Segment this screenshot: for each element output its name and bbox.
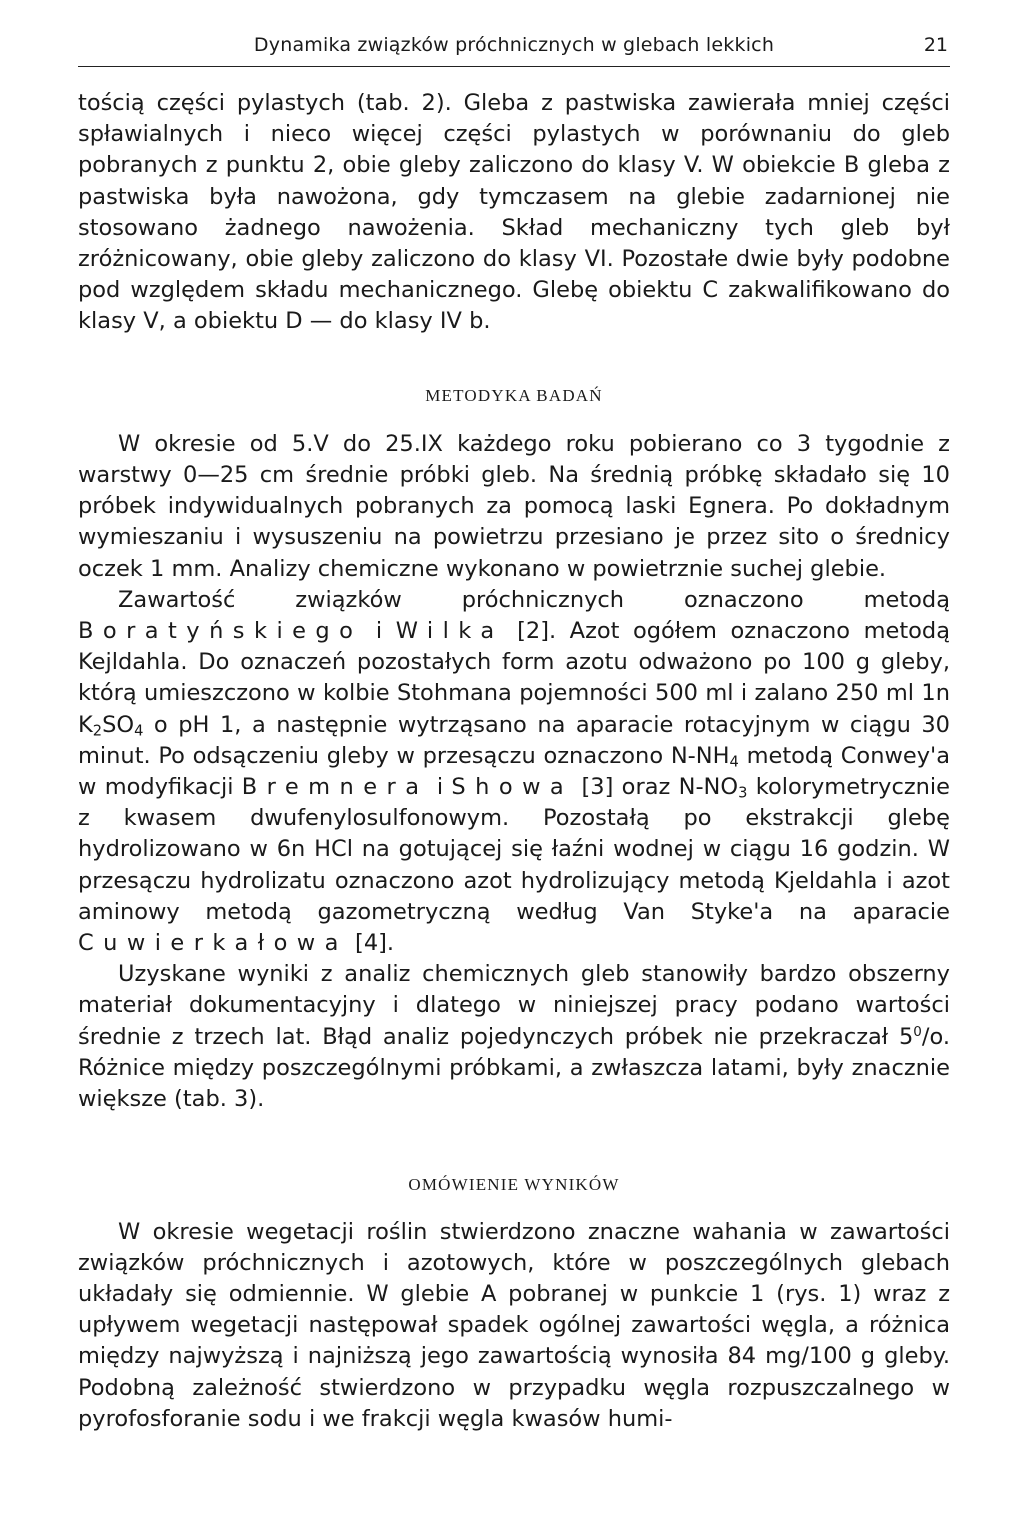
page-number: 21: [923, 34, 948, 56]
text-run: [2]. Azot ogółem oznaczono metodą Kejldahla. Do oznaczeń pozostałych form azotu odważono po 100 g gleby, którą umieszczono w kolbie Stohmana pojemności 500 ml i zalano 250 ml 1n K: [78, 618, 951, 738]
author-name: Boratyńskiego: [78, 618, 363, 645]
author-name: Bremnera: [241, 774, 429, 801]
running-head: [78, 26, 950, 67]
text-run: i: [362, 618, 396, 645]
text-run: metodą Conwey'a w modyfikacji: [78, 742, 950, 801]
subscript: 4: [134, 722, 144, 740]
text-run: Uzyskane wyniki z analiz chemicznych gleb stanowiły bardzo obszerny materiał dokumentacyjny i dlatego w niniejszej pracy podano wartości średnie z trzech lat. Błąd analiz pojedynczych próbek nie przekraczał 5: [78, 961, 950, 1050]
text-run: Zawartość związków próchnicznych oznaczono metodą: [118, 586, 950, 613]
body-text: [78, 88, 950, 1435]
running-title: Dynamika związków próchnicznych w glebach lekkich: [253, 34, 775, 56]
paragraph-continued: tością części pylastych (tab. 2). Gleba z pastwiska zawierała mniej części spławialnych i nieco więcej części pylastych w porównaniu do gleb pobranych z punktu 2, obie gleby zaliczono do klasy V. W obiekcie B gleba z pastwiska była nawożona, gdy tymczasem na glebie zadarnionej nie stosowano żadnego nawożenia. Skład mechaniczny tych gleb był zróżnicowany, obie gleby zaliczono do klasy VI. Pozostałe dwie były podobne pod względem składu mechanicznego. Glebę obiektu C zakwalifikowano do klasy V, a obiektu D — do klasy IV b.: [78, 90, 950, 335]
section-heading-methodology: METODYKA BADAŃ: [425, 385, 603, 405]
text-run: kolorymetrycznie z kwasem dwufenylosulfonowym. Pozostałą po ekstrakcji glebę hydrolizowano w 6n HCl na gotującej się łaźni wodnej w ciągu 16 godzin. W przesączu hydrolizatu oznaczono azot hydrolizujący metodą Kjeldahla i azot aminowy metodą gazometryczną według Van Styke'a na aparacie: [78, 774, 950, 925]
subscript: 3: [738, 784, 748, 802]
author-name: Cuwierkałowa: [78, 930, 348, 957]
author-name: Showa: [451, 774, 574, 801]
paragraph-results-1: W okresie wegetacji roślin stwierdzono znaczne wahania w zawartości związków próchnicznych i azotowych, które w poszczególnych glebach układały się odmiennie. W glebie A pobranej w punkcie 1 (rys. 1) wraz z upływem wegetacji następował spadek ogólnej zawartości węgla, a różnica między najwyższą i najniższą jego zawartością wynosiła 84 mg/100 g gleby. Podobną zależność stwierdzono w przypadku węgla rozpuszczalnego w pyrofosforanie sodu i we frakcji węgla kwasów humi-: [78, 1218, 950, 1432]
text-run: [4].: [347, 930, 395, 957]
paragraph-methodology-3: [78, 959, 950, 1115]
paragraph-methodology-2: [78, 585, 950, 959]
text-run: o pH 1, a następnie wytrząsano na aparacie rotacyjnym w ciągu 30 minut. Po odsączeniu gleby w przesączu oznaczono N-NH: [78, 711, 950, 769]
superscript: 0: [913, 1023, 922, 1040]
text-run: i: [428, 774, 452, 801]
text-run: /o. Różnice między poszczególnymi próbkami, a zwłaszcza latami, były znacznie większe (tab. 3).: [78, 1023, 950, 1113]
author-name: Wilka: [395, 618, 504, 645]
subscript: 4: [729, 753, 739, 771]
text-run: SO: [102, 711, 135, 738]
paragraph-methodology-1: W okresie od 5.V do 25.IX każdego roku pobierano co 3 tygodnie z warstwy 0—25 cm średnie próbki gleb. Na średnią próbkę składało się 10 próbek indywidualnych pobranych za pomocą laski Egnera. Po dokładnym wymieszaniu i wysuszeniu na powietrzu przesiano je przez sito o średnicy oczek 1 mm. Analizy chemiczne wykonano w powietrznie suchej glebie.: [78, 430, 950, 582]
text-run: [3] oraz N-NO: [573, 774, 739, 801]
section-heading-results: OMÓWIENIE WYNIKÓW: [408, 1175, 620, 1195]
subscript: 2: [92, 722, 103, 740]
